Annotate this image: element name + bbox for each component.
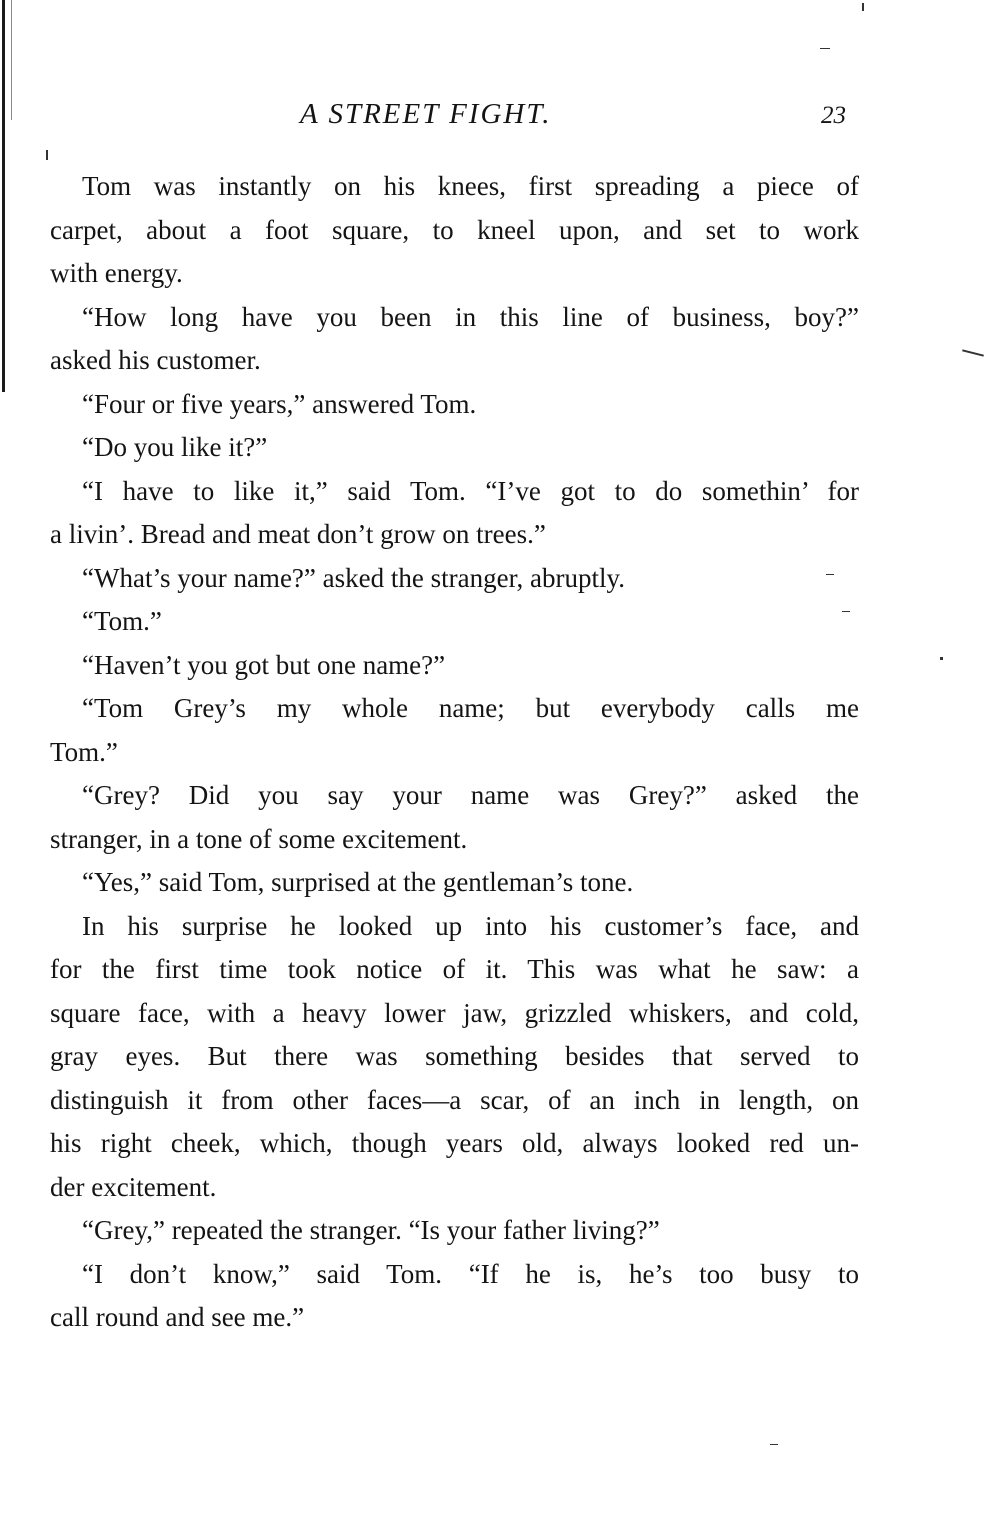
text-line: “Haven’t you got but one name?” bbox=[82, 649, 446, 680]
text-line: call round and see me.” bbox=[50, 1302, 305, 1332]
text-line: “Yes,” said Tom, surprised at the gentleman’s tone. bbox=[82, 867, 634, 897]
margin-speck bbox=[46, 150, 48, 160]
text-line: a livin’. Bread and meat don’t grow on trees.” bbox=[50, 519, 546, 549]
margin-speck bbox=[820, 48, 830, 49]
text-line: for the first time took notice of it. This was what he saw: a bbox=[50, 954, 859, 984]
text-line: with energy. bbox=[50, 258, 183, 288]
text-line: “What’s your name?” asked the stranger, abruptly. bbox=[82, 562, 625, 593]
margin-speck bbox=[962, 349, 984, 356]
page-header bbox=[0, 92, 990, 142]
text-line: Tom.” bbox=[50, 736, 118, 767]
text-line: “Grey,” repeated the stranger. “Is your father living?” bbox=[82, 1215, 660, 1245]
text-line: der excitement. bbox=[50, 1171, 217, 1202]
text-line: carpet, about a foot square, to kneel upon, and set to work bbox=[50, 214, 859, 245]
text-line: “Tom Grey’s my whole name; but everybody calls me bbox=[82, 693, 859, 723]
text-line: his right cheek, which, though years old, always looked red un- bbox=[50, 1128, 859, 1158]
text-line: Tom was instantly on his knees, first spreading a piece of bbox=[82, 171, 859, 201]
margin-speck bbox=[940, 657, 943, 660]
body-text bbox=[50, 165, 859, 1340]
margin-speck bbox=[862, 3, 864, 11]
margin-speck bbox=[770, 1444, 778, 1445]
text-line: “How long have you been in this line of business, boy?” bbox=[82, 301, 859, 332]
text-line: “I don’t know,” said Tom. “If he is, he’s too busy to bbox=[82, 1258, 859, 1289]
text-line: “Grey? Did you say your name was Grey?” asked the bbox=[82, 780, 859, 810]
text-line: distinguish it from other faces—a scar, of an inch in length, on bbox=[50, 1084, 859, 1115]
text-line: “Do you like it?” bbox=[82, 432, 268, 462]
running-title: A STREET FIGHT. bbox=[300, 98, 552, 130]
text-line: “Four or five years,” answered Tom. bbox=[82, 388, 477, 419]
text-line: gray eyes. But there was something besides that served to bbox=[50, 1041, 859, 1071]
text-line: asked his customer. bbox=[50, 345, 261, 375]
text-line: square face, with a heavy lower jaw, grizzled whiskers, and cold, bbox=[50, 997, 859, 1028]
text-line: In his surprise he looked up into his customer’s face, and bbox=[82, 910, 859, 941]
page-number: 23 bbox=[821, 102, 846, 129]
text-line: “I have to like it,” said Tom. “I’ve got to do somethin’ for bbox=[82, 475, 859, 506]
text-line: “Tom.” bbox=[82, 606, 162, 636]
text-line: stranger, in a tone of some excitement. bbox=[50, 823, 468, 854]
page-edge-line bbox=[2, 0, 5, 392]
